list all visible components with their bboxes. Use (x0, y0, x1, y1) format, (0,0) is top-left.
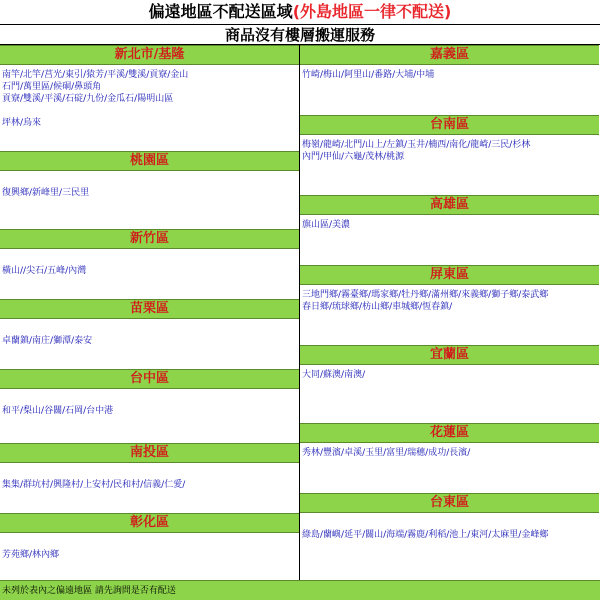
region-header: 台中區 (0, 369, 299, 389)
region-table (0, 44, 600, 601)
region-header: 南投區 (0, 443, 299, 463)
region-header: 新竹區 (0, 229, 299, 249)
region-areas (300, 65, 599, 117)
region-areas (0, 463, 299, 517)
area-line: 南竿/北竿/莒光/東引/猿芳/平溪/雙溪/貢寮/金山 (2, 70, 189, 80)
area-line (2, 105, 297, 117)
region-header: 桃園區 (0, 151, 299, 171)
page-subtitle: 商品沒有樓層搬運服務 (0, 24, 600, 45)
region-areas (0, 249, 299, 303)
page-title-red: (外島地區一律不配送) (292, 2, 452, 21)
area-line: 大同/蘇澳/南澳/ (302, 370, 366, 380)
area-line: 坪林/烏來 (2, 118, 42, 128)
region-areas (0, 389, 299, 451)
area-line: 三地門鄉/霧臺鄉/瑪家鄉/牡丹鄉/滿州鄉/來義鄉/獅子鄉/泰武鄉 (302, 290, 549, 300)
region-areas (300, 365, 599, 423)
region-areas (300, 135, 599, 193)
region-header: 屏東區 (300, 265, 599, 285)
area-line: 貢寮/雙溪/平溪/石碇/九份/金瓜石/陽明山區 (2, 94, 174, 104)
area-line: 橫山//尖石/五峰/內灣 (2, 266, 87, 276)
region-areas (300, 215, 599, 265)
region-areas (300, 285, 599, 341)
area-line (302, 517, 597, 529)
area-line (2, 253, 297, 265)
area-line: 秀林/豐濱/卓溪/玉里/富里/瑞穗/成功/長濱/ (302, 448, 471, 458)
page-title-main: 偏遠地區不配送區域 (148, 2, 293, 21)
region-areas (0, 171, 299, 235)
region-header: 高雄區 (300, 195, 599, 215)
region-header: 新北市/基隆 (0, 45, 299, 65)
area-line: 內門/甲仙/六龜/茂林/桃源 (302, 152, 405, 162)
area-line (2, 393, 297, 405)
area-line (2, 175, 297, 187)
region-areas (0, 65, 299, 151)
area-line: 梅嶺/龍崎/北門/山上/左鎮/玉井/楠西/南化/龍崎/三民/杉林 (302, 140, 531, 150)
area-line: 春日鄉/琉球鄉/枋山鄉/車城鄉/恆春鎮/ (302, 302, 453, 312)
area-line: 石門/萬里區/候硐/鼻頭角 (2, 82, 102, 92)
area-line (2, 537, 297, 549)
area-line: 綠島/蘭嶼/延平/關山/海端/霧鹿/利稻/池上/東河/太麻里/金峰鄉 (302, 530, 549, 540)
area-line: 和平/梨山/谷關/石岡/台中港 (2, 406, 114, 416)
region-header: 彰化區 (0, 513, 299, 533)
area-line: 旗山區/美濃 (302, 220, 351, 230)
area-line (2, 467, 297, 479)
area-line: 集集/群坑村/興隆村/上安村/民和村/信義/仁愛/ (2, 480, 186, 490)
area-line (2, 323, 297, 335)
area-line: 復興鄉/新峰里/三民里 (2, 188, 90, 198)
region-header: 台南區 (300, 115, 599, 135)
page-title (0, 0, 600, 24)
region-areas (0, 319, 299, 373)
footer-note: 未列於表內之偏遠地區 請先詢問是否有配送 (0, 580, 600, 600)
area-line: 竹崎/梅山/阿里山/番路/大埔/中埔 (302, 70, 435, 80)
area-line: 卓蘭鎮/南庄/獅潭/泰安 (2, 336, 93, 346)
area-line: 芳苑鄉/林內鄉 (2, 550, 60, 560)
region-header: 花蓮區 (300, 423, 599, 443)
region-header: 宜蘭區 (300, 345, 599, 365)
region-header: 台東區 (300, 493, 599, 513)
region-header: 苗栗區 (0, 299, 299, 319)
region-header: 嘉義區 (300, 45, 599, 65)
